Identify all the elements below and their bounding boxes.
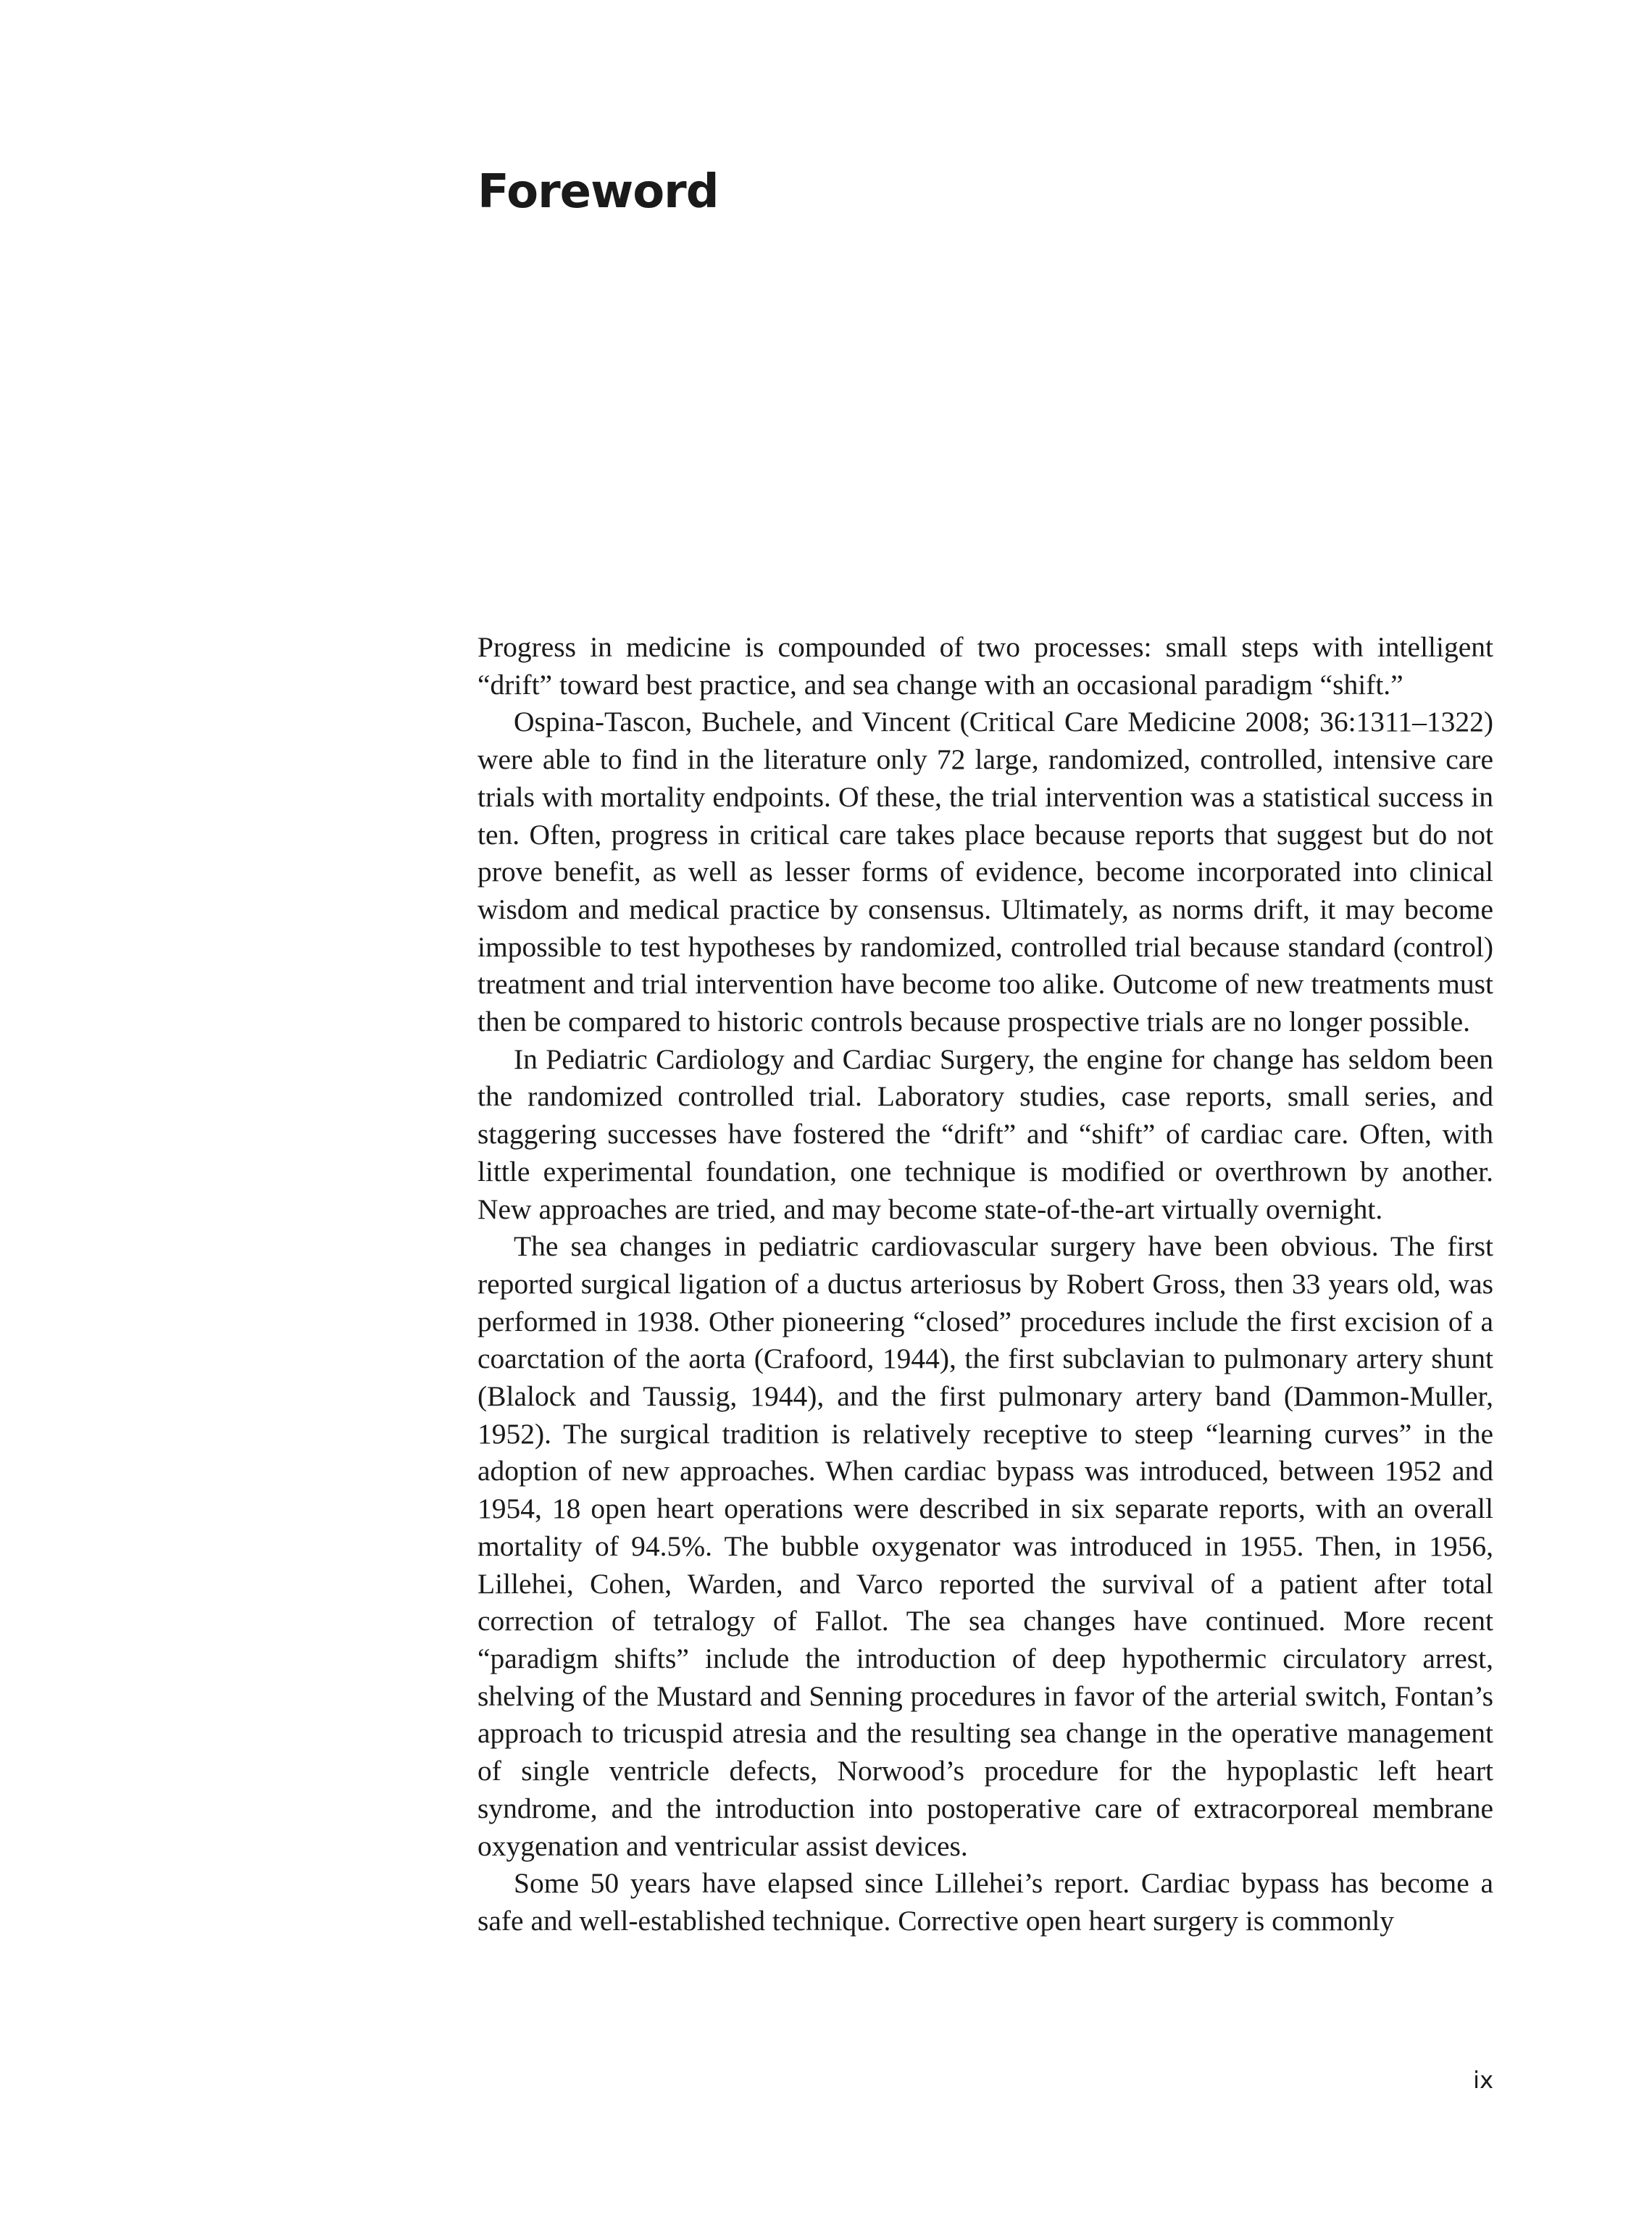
paragraph-5: Some 50 years have elapsed since Lillehei’s report. Cardiac bypass has become a safe and well-established technique. Corrective open heart surgery is commonly: [477, 1867, 1493, 1937]
paragraph-4: The sea changes in pediatric cardiovascular surgery have been obvious. The first reported surgical ligation of a ductus arteriosus by Robert Gross, then 33 years old, was performed in 1938. Other pioneering “closed” procedures include the first excision of a coarctation of the aorta (Crafoord, 1944), the first subclavian to pulmonary artery shunt (Blalock and Taussig, 1944), and the first pulmonary artery band (Dammon-Muller, 1952). The surgical tradition is relatively receptive to steep “learning curves” in the adoption of new approaches. When cardiac bypass was introduced, between 1952 and 1954, 18 open heart operations were described in six separate reports, with an overall mortality of 94.5%. The bubble oxygenator was introduced in 1955. Then, in 1956, Lillehei, Cohen, Warden, and Varco reported the survival of a patient after total correction of tetralogy of Fallot. The sea changes have continued. More recent “paradigm shifts” include the introduction of deep hypothermic circulatory arrest, shelving of the Mustard and Senning procedures in favor of the arterial switch, Fontan’s approach to tricuspid atresia and the resulting sea change in the operative management of single ventricle defects, Norwood’s procedure for the hypoplastic left heart syndrome, and the introduction into postoperative care of extracorporeal membrane oxygenation and ventricular assist devices.: [477, 1230, 1493, 1862]
body-text: [477, 629, 1493, 1940]
paragraph-2: Ospina-Tascon, Buchele, and Vincent (Critical Care Medicine 2008; 36:1311–1322) were able to find in the literature only 72 large, randomized, controlled, intensive care trials with mortality endpoints. Of these, the trial intervention was a statistical success in ten. Often, progress in critical care takes place because reports that suggest but do not prove benefit, as well as lesser forms of evidence, become incorporated into clinical wisdom and medical practice by consensus. Ultimately, as norms drift, it may become impossible to test hypotheses by randomized, controlled trial because standard (control) treatment and trial intervention have become too alike. Outcome of new treatments must then be compared to historic controls because prospective trials are no longer possible.: [477, 706, 1493, 1038]
paragraph-1: Progress in medicine is compounded of two processes: small steps with intelligent “drift” toward best practice, and sea change with an occasional paradigm “shift.”: [477, 631, 1493, 701]
page-title: Foreword: [477, 165, 719, 219]
paragraph-3: In Pediatric Cardiology and Cardiac Surgery, the engine for change has seldom been the randomized controlled trial. Laboratory studies, case reports, small series, and staggering successes have fostered the “drift” and “shift” of cardiac care. Often, with little experimental foundation, one technique is modified or overthrown by another. New approaches are tried, and may become state-of-the-art virtually overnight.: [477, 1043, 1493, 1225]
page-number: ix: [1473, 2066, 1493, 2094]
